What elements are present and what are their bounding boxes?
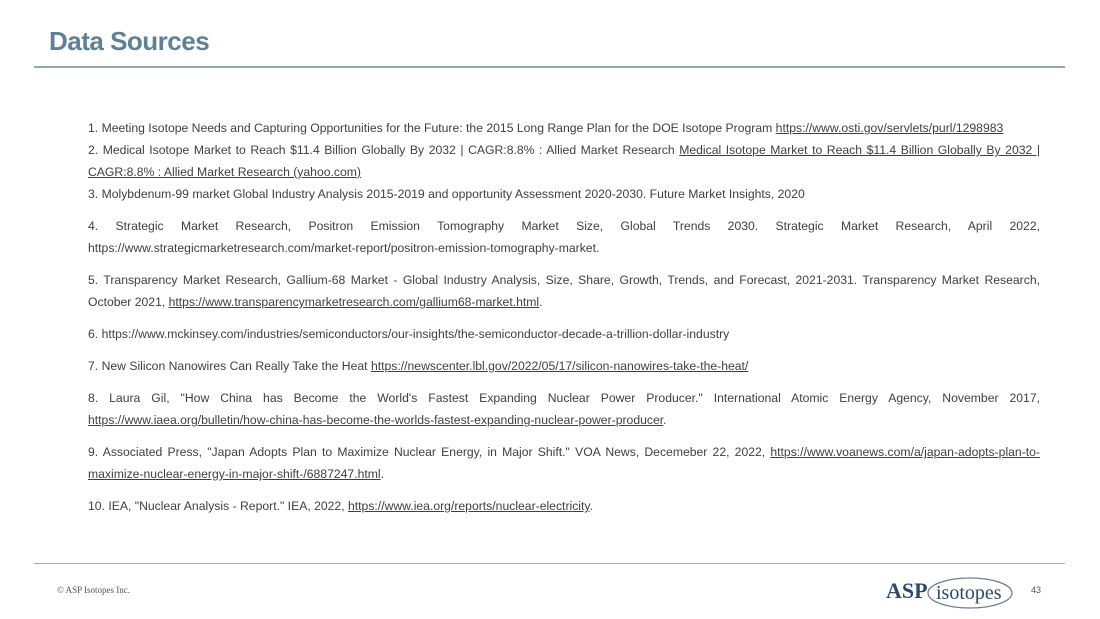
reference-link[interactable]: https://www.voanews.com/a/japan-adopts-plan-to-maximize-nuclear-energy-in-major-shift-/6887247.html bbox=[88, 445, 1040, 481]
reference-text: Medical Isotope Market to Reach $11.4 Billion Globally By 2032 | CAGR:8.8% : Allied Market Research bbox=[102, 143, 680, 157]
reference-text: Meeting Isotope Needs and Capturing Opportunities for the Future: the 2015 Long Range Plan for the DOE Isotope Program bbox=[101, 121, 776, 135]
reference-item bbox=[88, 269, 1040, 313]
reference-item bbox=[88, 387, 1040, 431]
asp-isotopes-logo bbox=[884, 574, 1019, 614]
logo-word: isotopes bbox=[936, 582, 1002, 604]
reference-text: Strategic Market Research, Positron Emission Tomography Market Size, Global Trends 2030. Strategic Market Research, April 2022, https://www.strategicmarketresearch.com/market-report/positron-emission-tomography-market. bbox=[88, 219, 1040, 255]
reference-number: 1. bbox=[88, 121, 99, 135]
reference-link[interactable]: https://www.transparencymarketresearch.com/gallium68-market.html bbox=[168, 295, 540, 309]
reference-suffix: . bbox=[589, 499, 593, 513]
reference-text: New Silicon Nanowires Can Really Take the Heat bbox=[101, 359, 371, 373]
reference-number: 4. bbox=[88, 219, 99, 233]
reference-link[interactable]: https://newscenter.lbl.gov/2022/05/17/silicon-nanowires-take-the-heat/ bbox=[370, 359, 749, 373]
reference-item bbox=[88, 355, 1040, 377]
reference-text: IEA, "Nuclear Analysis - Report." IEA, 2022, bbox=[108, 499, 348, 513]
reference-number: 3. bbox=[88, 187, 99, 201]
reference-number: 10. bbox=[88, 499, 105, 513]
reference-item bbox=[88, 441, 1040, 485]
logo-brand: ASP bbox=[886, 578, 928, 603]
reference-number: 6. bbox=[88, 327, 99, 341]
reference-number: 7. bbox=[88, 359, 99, 373]
copyright-notice: © ASP Isotopes Inc. bbox=[57, 585, 131, 595]
page-number: 43 bbox=[1031, 585, 1042, 595]
reference-text: Transparency Market Research, Gallium-68 Market - Global Industry Analysis, Size, Share, Growth, Trends, and Forecast, 2021-2031. Transparency Market Research, October 2021, bbox=[88, 273, 1040, 309]
reference-item bbox=[88, 117, 1040, 139]
reference-number: 8. bbox=[88, 391, 99, 405]
footer-divider bbox=[34, 563, 1065, 564]
reference-item bbox=[88, 183, 1040, 205]
reference-text: Molybdenum-99 market Global Industry Analysis 2015-2019 and opportunity Assessment 2020-2030. Future Market Insights, 2020 bbox=[101, 187, 805, 201]
reference-link[interactable]: https://www.osti.gov/servlets/purl/1298983 bbox=[775, 121, 1004, 135]
reference-number: 9. bbox=[88, 445, 99, 459]
reference-item bbox=[88, 139, 1040, 183]
reference-suffix: . bbox=[380, 467, 384, 481]
reference-number: 2. bbox=[88, 143, 99, 157]
reference-item bbox=[88, 323, 1040, 345]
reference-text: Laura Gil, "How China has Become the World's Fastest Expanding Nuclear Power Producer." International Atomic Energy Agency, November 2017, bbox=[109, 391, 1040, 405]
reference-suffix: . bbox=[539, 295, 543, 309]
page-title: Data Sources bbox=[49, 26, 210, 56]
reference-link[interactable]: https://www.iaea.org/bulletin/how-china-has-become-the-worlds-fastest-expanding-nuclear-power-producer bbox=[88, 413, 664, 427]
reference-text: https://www.mckinsey.com/industries/semiconductors/our-insights/the-semiconductor-decade-a-trillion-dollar-industry bbox=[101, 327, 730, 341]
header-divider bbox=[34, 66, 1065, 68]
reference-suffix: . bbox=[663, 413, 667, 427]
reference-item bbox=[88, 495, 1040, 517]
reference-link[interactable]: https://www.iea.org/reports/nuclear-electricity bbox=[348, 499, 590, 513]
reference-number: 5. bbox=[88, 273, 99, 287]
reference-item bbox=[88, 215, 1040, 259]
reference-text: Associated Press, "Japan Adopts Plan to Maximize Nuclear Energy, in Major Shift." VOA News, Decemeber 22, 2022, bbox=[102, 445, 771, 459]
reference-list bbox=[88, 117, 1040, 517]
reference-link[interactable]: Medical Isotope Market to Reach $11.4 Billion Globally By 2032 | CAGR:8.8% : Allied Market Research (yahoo.com) bbox=[88, 143, 1040, 179]
